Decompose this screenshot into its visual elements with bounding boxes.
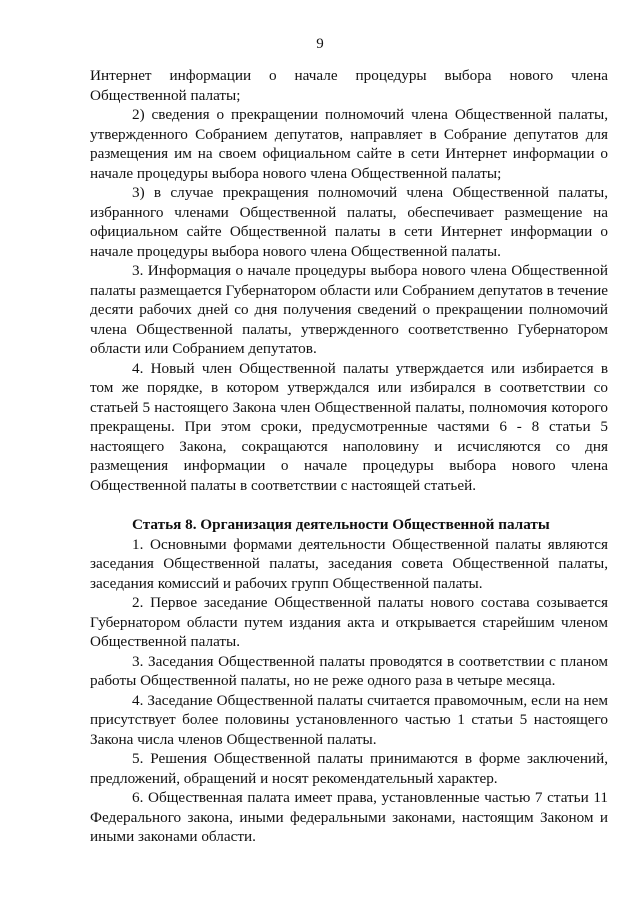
paragraph-item-3: 3) в случае прекращения полномочий члена Общественной палаты, избранного членами Общественной палаты, обеспечивает размещение на официальном сайте Общественной палаты в сети Интернет информации о начале процедуры выбора нового члена Общественной палаты. [90, 184, 608, 260]
article-8-part-4: 4. Заседание Общественной палаты считается правомочным, если на нем присутствует более половины установленного частью 1 статьи 5 настоящего Закона числа членов Общественной палаты. [90, 691, 608, 748]
paragraph-part-3: 3. Информация о начале процедуры выбора нового члена Общественной палаты размещается Губернатором области или Собранием депутатов в течение десяти рабочих дней со дня получения сведений о прекращении полномочий члена Общественной палаты, утвержденного соответственно Губернатором области или Собранием депутатов. [90, 262, 608, 357]
paragraph-continuation: Интернет информации о начале процедуры выбора нового члена Общественной палаты; [90, 67, 608, 104]
article-8-part-6: 6. Общественная палата имеет права, установленные частью 7 статьи 11 Федерального закона, иными федеральными законами, настоящим Законом и иными законами области. [90, 789, 608, 845]
article-8-part-1: 1. Основными формами деятельности Общественной палаты являются заседания Общественной палаты, заседания совета Общественной палаты, заседания комиссий и рабочих групп Общественной палаты. [90, 535, 608, 592]
article-8-part-2: 2. Первое заседание Общественной палаты нового состава созывается Губернатором области путем издания акта и открывается старейшим членом Общественной палаты. [90, 594, 608, 650]
document-body [90, 66, 608, 847]
paragraph-part-4: 4. Новый член Общественной палаты утверждается или избирается в том же порядке, в котором утверждался или избирался в соответствии со статьей 5 настоящего Закона член Общественной палаты, полномочия которого прекращены. При этом сроки, предусмотренные частями 6 - 8 статьи 5 настоящего Закона, сокращаются наполовину и исчисляются со дня размещения информации о начале процедуры выбора нового члена Общественной палаты в соответствии с настоящей статьей. [90, 359, 608, 494]
paragraph-item-2: 2) сведения о прекращении полномочий члена Общественной палаты, утвержденного Собранием депутатов, направляет в Собрание депутатов для размещения им на своем официальном сайте в сети Интернет информации о начале процедуры выбора нового члена Общественной палаты; [90, 106, 608, 182]
article-8-part-3: 3. Заседания Общественной палаты проводятся в соответствии с планом работы Общественной палаты, но не реже одного раза в четыре месяца. [90, 652, 608, 689]
article-8-heading: Статья 8. Организация деятельности Общественной палаты [132, 516, 550, 533]
article-8-part-5: 5. Решения Общественной палаты принимаются в форме заключений, предложений, обращений и носят рекомендательный характер. [90, 750, 608, 787]
page-number: 9 [316, 36, 324, 52]
